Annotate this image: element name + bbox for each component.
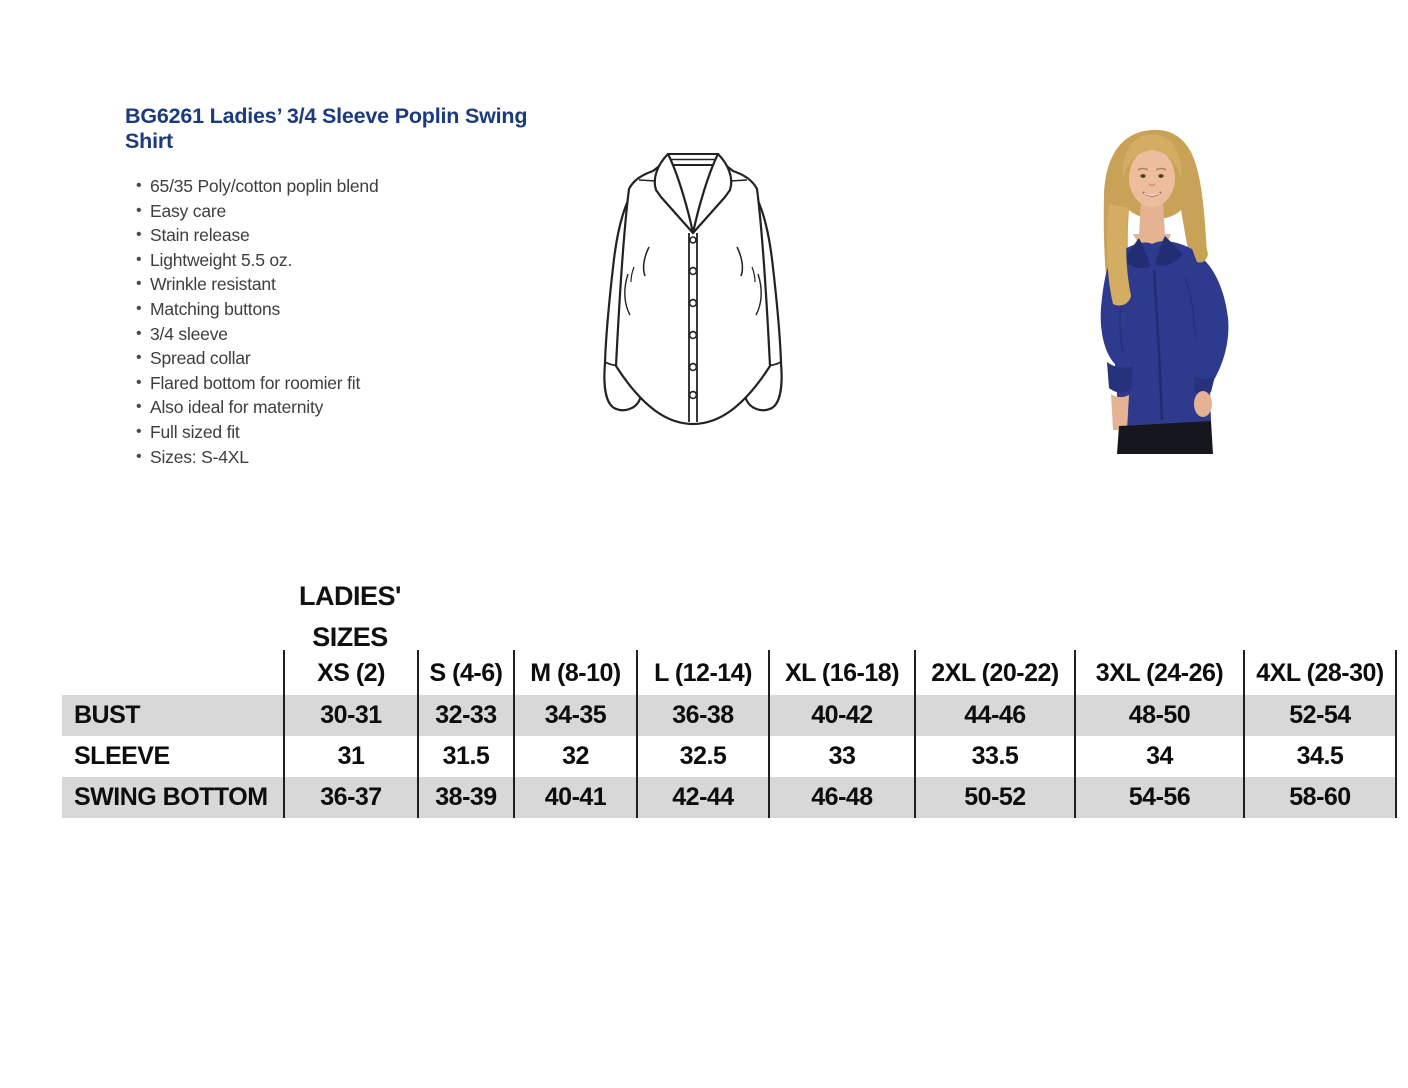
table-cell: 32	[513, 736, 636, 777]
feature-item: • Matching buttons	[136, 297, 555, 322]
table-cell: 54-56	[1074, 777, 1243, 818]
table-cell: 31	[283, 736, 417, 777]
feature-list	[136, 174, 555, 469]
size-chart	[62, 576, 1397, 822]
group-label-line2: SIZES	[312, 622, 388, 652]
row-label: SWING BOTTOM	[62, 777, 283, 818]
table-cell: 38-39	[417, 777, 513, 818]
feature-item: • Stain release	[136, 223, 555, 248]
shirt-line-drawing-icon	[583, 141, 803, 436]
table-cell: 58-60	[1243, 777, 1397, 818]
feature-item: • Lightweight 5.5 oz.	[136, 248, 555, 273]
column-header: 2XL (20-22)	[914, 650, 1074, 695]
product-title: BG6261 Ladies’ 3/4 Sleeve Poplin Swing Shirt	[125, 104, 528, 153]
feature-item: • 65/35 Poly/cotton poplin blend	[136, 174, 555, 199]
column-header: M (8-10)	[513, 650, 636, 695]
table-cell: 34	[1074, 736, 1243, 777]
table-cell: 33	[768, 736, 914, 777]
table-cell: 34.5	[1243, 736, 1397, 777]
table-cell: 32.5	[636, 736, 768, 777]
table-cell: 48-50	[1074, 695, 1243, 736]
table-cell: 30-31	[283, 695, 417, 736]
table-cell: 42-44	[636, 777, 768, 818]
column-header: 3XL (24-26)	[1074, 650, 1243, 695]
column-header: XL (16-18)	[768, 650, 914, 695]
column-header: XS (2)	[283, 650, 417, 695]
table-cell: 34-35	[513, 695, 636, 736]
feature-item: • Wrinkle resistant	[136, 272, 555, 297]
table-cell: 32-33	[417, 695, 513, 736]
size-table	[62, 650, 1397, 818]
table-cell: 52-54	[1243, 695, 1397, 736]
model-photo	[1053, 126, 1271, 454]
size-chart-group-label	[283, 576, 417, 658]
feature-item: • Spread collar	[136, 346, 555, 371]
table-cell: 33.5	[914, 736, 1074, 777]
table-cell: 46-48	[768, 777, 914, 818]
column-header: L (12-14)	[636, 650, 768, 695]
header-empty-cell	[62, 650, 283, 695]
group-label-line1: LADIES'	[299, 581, 401, 611]
product-info-panel	[125, 104, 555, 469]
row-label: SLEEVE	[74, 742, 170, 770]
table-cell: 36-37	[283, 777, 417, 818]
feature-item: • Also ideal for maternity	[136, 395, 555, 420]
table-cell: 44-46	[914, 695, 1074, 736]
table-cell: 50-52	[914, 777, 1074, 818]
table-cell: 40-41	[513, 777, 636, 818]
feature-item: • Flared bottom for roomier fit	[136, 371, 555, 396]
column-header: S (4-6)	[417, 650, 513, 695]
feature-item: • Easy care	[136, 199, 555, 224]
table-cell: 40-42	[768, 695, 914, 736]
table-cell: 31.5	[417, 736, 513, 777]
feature-item: • 3/4 sleeve	[136, 322, 555, 347]
feature-item: • Full sized fit	[136, 420, 555, 445]
feature-item: • Sizes: S-4XL	[136, 445, 555, 470]
row-label: BUST	[62, 695, 283, 736]
table-cell: 36-38	[636, 695, 768, 736]
column-header: 4XL (28-30)	[1243, 650, 1397, 695]
